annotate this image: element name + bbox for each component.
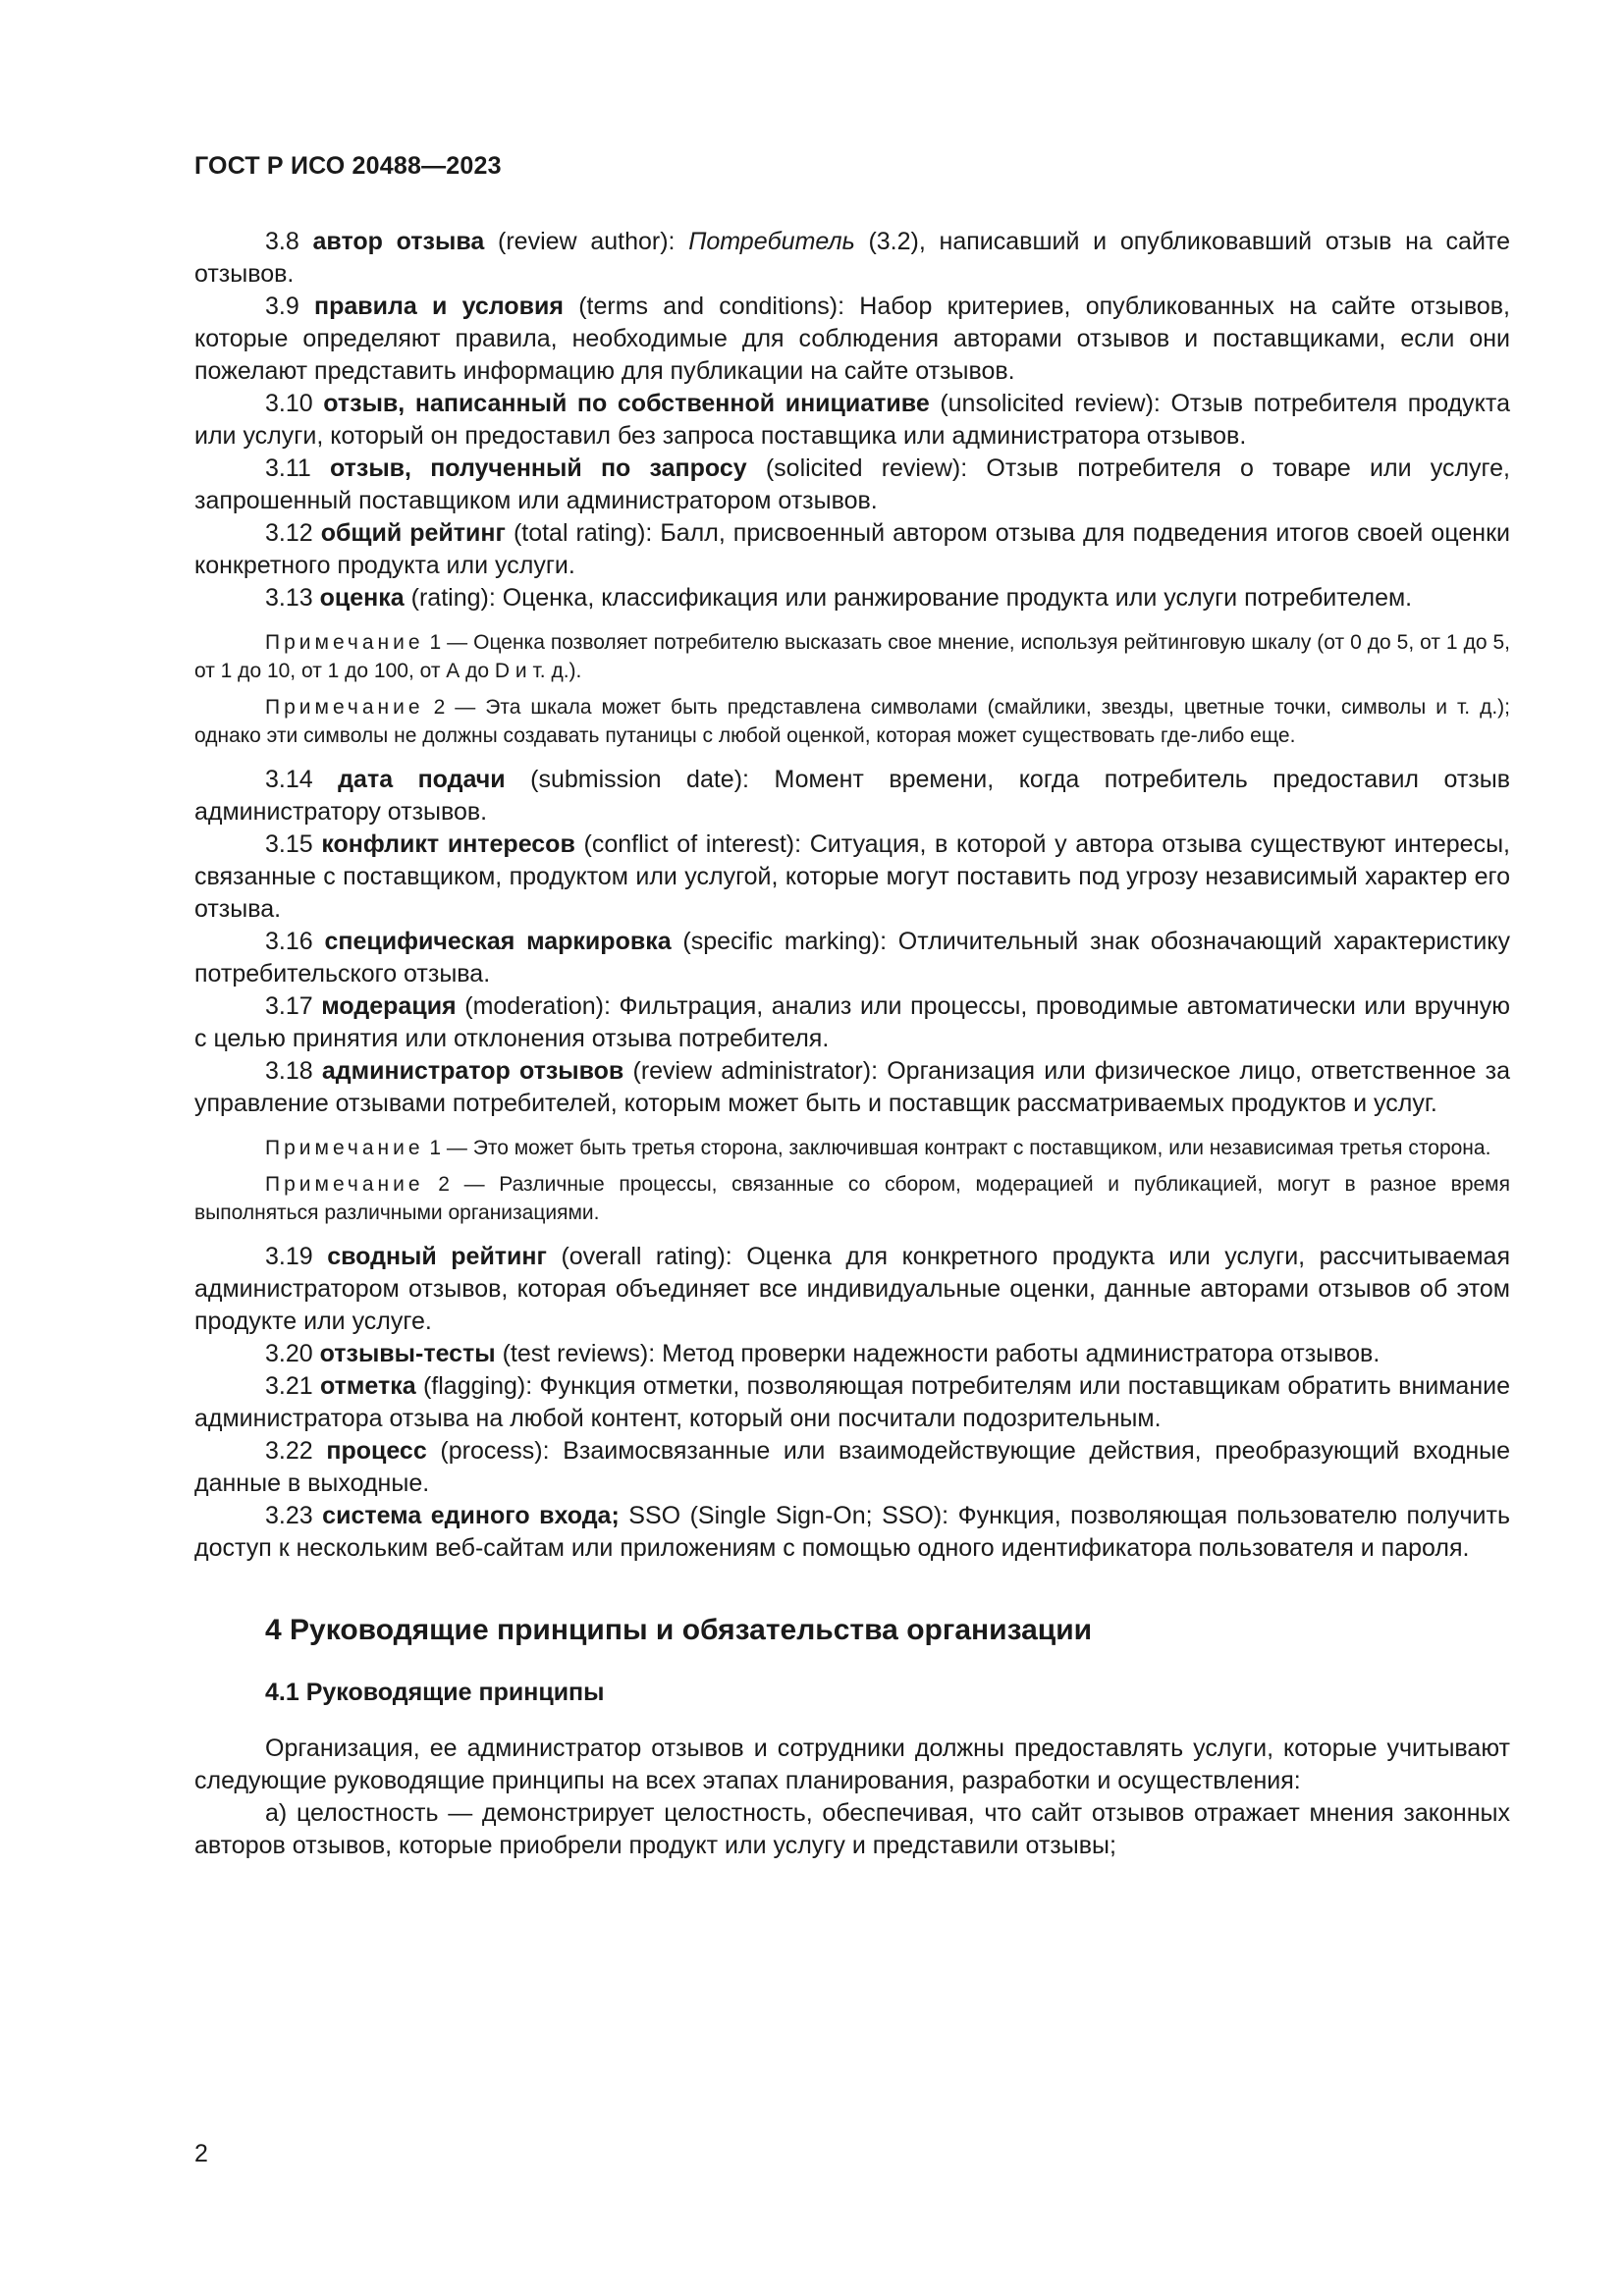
term-name: правила и условия — [314, 293, 564, 320]
note-3-13-2 — [194, 693, 1510, 750]
term-number: 3.8 — [265, 228, 299, 255]
term-name: отзыв, написанный по собственной инициативе — [323, 390, 930, 417]
term-english: (total rating): — [513, 519, 653, 547]
term-3-23 — [194, 1500, 1510, 1565]
term-number: 3.23 — [265, 1502, 313, 1529]
term-number: 3.9 — [265, 293, 299, 320]
term-english: (process): — [440, 1437, 550, 1465]
term-definition: Отзыв потребителя продукта или услуги, который он предоставил без запроса поставщика или администратора отзывов. — [194, 390, 1510, 450]
note-text: 2 — Различные процессы, связанные со сбором, модерацией и публикацией, могут в разное время выполняться различными организациями. — [194, 1173, 1510, 1224]
term-number: 3.10 — [265, 390, 313, 417]
term-number: 3.15 — [265, 830, 313, 858]
term-english: (flagging): — [422, 1372, 533, 1400]
term-number: 3.18 — [265, 1057, 313, 1085]
term-definition: Организация или физическое лицо, ответственное за управление отзывами потребителей, которым может быть и поставщик рассматриваемых продуктов и услуг. — [194, 1057, 1511, 1117]
term-name: отзывы-тесты — [319, 1340, 496, 1367]
note-3-13-1 — [194, 628, 1510, 685]
term-english: (review author): — [498, 228, 676, 255]
term-name: отзыв, полученный по запросу — [330, 454, 747, 482]
term-name: модерация — [321, 992, 457, 1020]
term-3-10 — [194, 388, 1510, 453]
term-3-18 — [194, 1055, 1510, 1120]
term-english: (conflict of interest): — [583, 830, 802, 858]
note-label: Примечание — [265, 1137, 424, 1159]
note-label: Примечание — [265, 696, 424, 719]
term-definition: Взаимосвязанные или взаимодействующие действия, преобразующий входные данные в выходные. — [194, 1437, 1511, 1497]
term-name: сводный рейтинг — [327, 1243, 547, 1270]
term-3-22 — [194, 1435, 1510, 1500]
section-4-heading: 4 Руководящие принципы и обязательства организации — [265, 1614, 1093, 1646]
term-name: процесс — [326, 1437, 427, 1465]
term-english: (specific marking): — [682, 928, 888, 955]
term-english: (terms and conditions): — [578, 293, 845, 320]
term-name: система единого входа; — [322, 1502, 620, 1529]
term-english: (rating): — [410, 584, 496, 612]
term-definition: Оценка для конкретного продукта или услуги, рассчитываемая администратором отзывов, которая объединяет все индивидуальные оценки, данные авторами отзывов об этом продукте или услуге. — [194, 1243, 1510, 1335]
term-english: (submission date): — [530, 766, 749, 793]
document-header: ГОСТ Р ИСО 20488—2023 — [194, 152, 502, 180]
term-number: 3.13 — [265, 584, 313, 612]
term-reference: Потребитель — [688, 228, 855, 255]
note-text: 1 — Оценка позволяет потребителю высказать свое мнение, используя рейтинговую шкалу (от 0 до 5, от 1 до 5, от 1 до 10, от 1 до 100, от А до D и т. д.). — [194, 631, 1510, 682]
term-3-21 — [194, 1370, 1510, 1435]
term-name: специфическая маркировка — [324, 928, 672, 955]
note-3-18-2 — [194, 1170, 1510, 1227]
term-english: (moderation): — [464, 992, 611, 1020]
term-definition: Оценка, классификация или ранжирование продукта или услуги потребителем. — [502, 584, 1413, 612]
term-definition: Момент времени, когда потребитель предоставил отзыв администратору отзывов. — [194, 766, 1511, 826]
term-3-14 — [194, 764, 1510, 828]
term-3-15 — [194, 828, 1510, 926]
list-item-a: а) целостность — демонстрирует целостность, обеспечивая, что сайт отзывов отражает мнения законных авторов отзывов, которые приобрели продукт или услугу и представили отзывы; — [194, 1799, 1510, 1859]
note-label: Примечание — [265, 1173, 424, 1196]
term-definition: Балл, присвоенный автором отзыва для подведения итогов своей оценки конкретного продукта или услуги. — [194, 519, 1510, 579]
term-name: автор отзыва — [312, 228, 485, 255]
term-english: (unsolicited review): — [940, 390, 1161, 417]
term-definition: Функция, позволяющая пользователю получить доступ к нескольким веб-сайтам или приложениям с помощью одного идентификатора пользователя и пароля. — [194, 1502, 1510, 1562]
term-definition: Ситуация, в которой у автора отзыва существуют интересы, связанные с поставщиком, продуктом или услугой, которые могут поставить под угрозу независимый характер его отзыва. — [194, 830, 1510, 923]
note-text: 2 — Эта шкала может быть представлена символами (смайлики, звезды, цветные точки, символы и т. д.); однако эти символы не должны создавать путаницы с любой оценкой, которая может существовать где-либо еще. — [194, 696, 1510, 747]
term-english: (review administrator): — [632, 1057, 879, 1085]
term-name: общий рейтинг — [320, 519, 506, 547]
term-3-17 — [194, 990, 1510, 1055]
term-3-12 — [194, 517, 1510, 582]
term-definition: Метод проверки надежности работы администратора отзывов. — [662, 1340, 1380, 1367]
term-3-11 — [194, 453, 1510, 517]
term-number: 3.11 — [265, 454, 311, 482]
term-number: 3.19 — [265, 1243, 313, 1270]
term-definition: Отличительный знак обозначающий характеристику потребительского отзыва. — [194, 928, 1510, 988]
term-definition: Набор критериев, опубликованных на сайте отзывов, которые определяют правила, необходимые для соблюдения авторами отзывов и поставщиками, если они пожелают представить информацию для публикации на сайте отзывов. — [194, 293, 1510, 385]
term-3-16 — [194, 926, 1510, 990]
term-english: (solicited review): — [765, 454, 968, 482]
term-definition: (3.2), написавший и опубликовавший отзыв на сайте отзывов. — [194, 228, 1511, 288]
term-definition: Фильтрация, анализ или процессы, проводимые автоматически или вручную с целью принятия или отклонения отзыва потребителя. — [194, 992, 1510, 1052]
subsection-4-1-heading: 4.1 Руководящие принципы — [265, 1679, 605, 1706]
term-name: отметка — [320, 1372, 416, 1400]
term-english: (test reviews): — [502, 1340, 656, 1367]
term-3-9 — [194, 291, 1510, 388]
note-label: Примечание — [265, 631, 424, 654]
term-3-13 — [194, 582, 1510, 614]
term-number: 3.12 — [265, 519, 313, 547]
term-english: (overall rating): — [561, 1243, 732, 1270]
term-3-19 — [194, 1241, 1510, 1338]
term-name: оценка — [319, 584, 405, 612]
term-definition: Отзыв потребителя о товаре или услуге, запрошенный поставщиком или администратором отзывов. — [194, 454, 1510, 514]
document-body — [194, 226, 1510, 1862]
term-number: 3.16 — [265, 928, 313, 955]
page-number: 2 — [194, 2140, 208, 2167]
term-number: 3.17 — [265, 992, 313, 1020]
term-3-20 — [194, 1338, 1510, 1370]
term-3-8 — [194, 226, 1510, 291]
term-name: дата подачи — [338, 766, 506, 793]
term-number: 3.21 — [265, 1372, 313, 1400]
note-3-18-1 — [194, 1134, 1510, 1162]
term-number: 3.20 — [265, 1340, 313, 1367]
note-text: 1 — Это может быть третья сторона, заключившая контракт с поставщиком, или независимая третья сторона. — [423, 1137, 1491, 1159]
section-4-1-paragraph: Организация, ее администратор отзывов и сотрудники должны предоставлять услуги, которые учитывают следующие руководящие принципы на всех этапах планирования, разработки и осуществления: — [194, 1735, 1510, 1794]
term-definition: Функция отметки, позволяющая потребителям или поставщикам обратить внимание администратора отзыва на любой контент, который они посчитали подозрительным. — [194, 1372, 1510, 1432]
term-number: 3.14 — [265, 766, 313, 793]
term-name: конфликт интересов — [321, 830, 575, 858]
term-name: администратор отзывов — [321, 1057, 624, 1085]
term-english: SSO (Single Sign-On; SSO): — [628, 1502, 949, 1529]
term-number: 3.22 — [265, 1437, 313, 1465]
